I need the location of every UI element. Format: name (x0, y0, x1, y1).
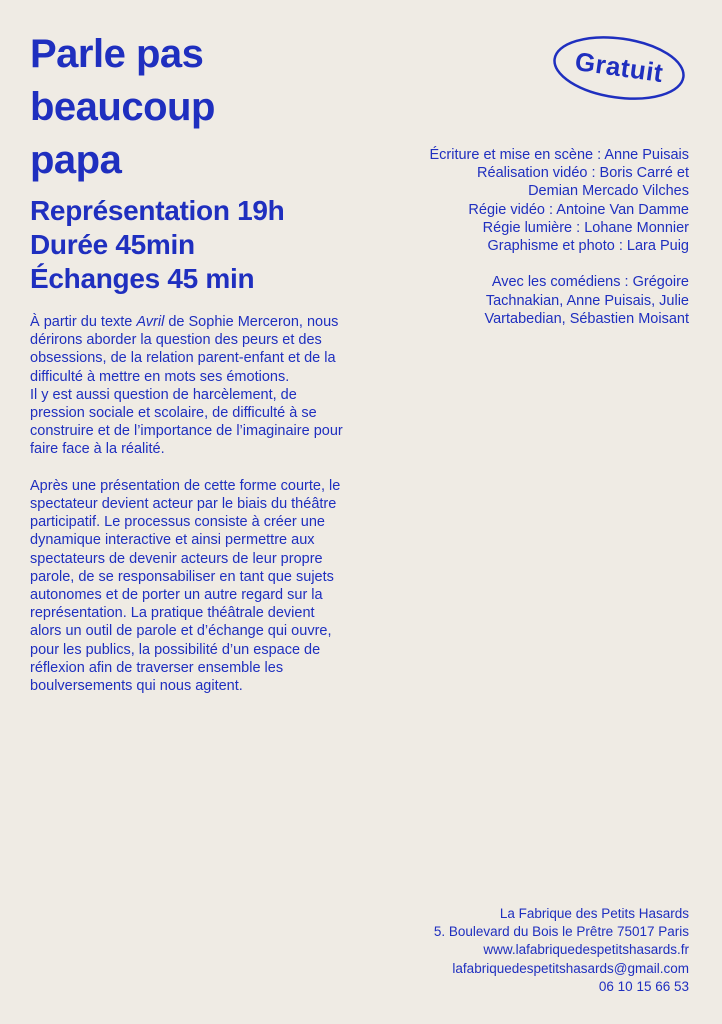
representation-time: Représentation 19h (30, 195, 285, 226)
title-line-1: Parle pas (30, 32, 204, 76)
book-title: Avril (136, 314, 165, 330)
website: www.lafabriquedespetitshasards.fr (483, 942, 689, 958)
address: 5. Boulevard du Bois le Prêtre 75017 Paris (433, 924, 689, 940)
title-line-2: beaucoup (30, 85, 215, 129)
organization-name: La Fabrique des Petits Hasards (499, 906, 689, 921)
credit-line: Demian Mercado Vilches (528, 183, 689, 200)
schedule-info (30, 194, 284, 296)
credit-line: Écriture et mise en scène : Anne Puisais (429, 147, 689, 163)
credit-line: Régie lumière : Lohane Monnier (482, 219, 689, 236)
free-badge (548, 27, 690, 109)
exchange-duration: Échanges 45 min (30, 263, 255, 294)
description-paragraph-1 (30, 313, 345, 386)
badge-label: Gratuit (573, 45, 666, 89)
cast-line: Vartabedian, Sébastien Moisant (484, 310, 689, 327)
cast-line: Tachnakian, Anne Puisais, Julie (485, 292, 689, 309)
description-paragraph-2: Après une présentation de cette forme courte, le spectateur devient acteur par le biais du théâtre participatif. Le processus consiste à créer une dynamique interactive et ainsi permettre aux spectateurs de devenir acteurs de leur propre parole, de se responsabiliser en tant que sujets autonomes et de porter un autre regard sur la représentation. La pratique théâtrale devient alors un outil de parole et d’échange qui ouvre, pour les publics, la possibilité d’un espace de réflexion afin de traverser ensemble les boulversements qui nous agitent. (30, 477, 341, 695)
title-line-3: papa (30, 138, 122, 182)
description (30, 313, 345, 695)
page-title (30, 28, 215, 187)
email: lafabriquedespetitshasards@gmail.com (452, 960, 689, 976)
credit-line: Régie vidéo : Antoine Van Damme (468, 201, 689, 218)
intro-after: de Sophie Merceron, nous dérirons aborder la question des peurs et des obsessions, de la relation parent-enfant et de la difficulté à mettre en mots ses émotions. (30, 314, 339, 385)
credit-line: Réalisation vidéo : Boris Carré et (477, 165, 689, 182)
credit-line: Graphisme et photo : Lara Puig (487, 238, 689, 255)
cast-line: Avec les comédiens : Grégoire (491, 274, 689, 291)
intro-before: À partir du texte (30, 314, 137, 330)
description-paragraph-1b: Il y est aussi question de harcèlement, de pression sociale et scolaire, de difficulté à se construire et de l’importance de l’imaginaire pour faire face à la réalité. (30, 386, 343, 458)
duration: Durée 45min (30, 229, 195, 260)
contact-footer (434, 905, 689, 996)
spacer (359, 255, 689, 273)
phone: 06 10 15 66 53 (598, 978, 689, 994)
credits-block (359, 146, 689, 328)
